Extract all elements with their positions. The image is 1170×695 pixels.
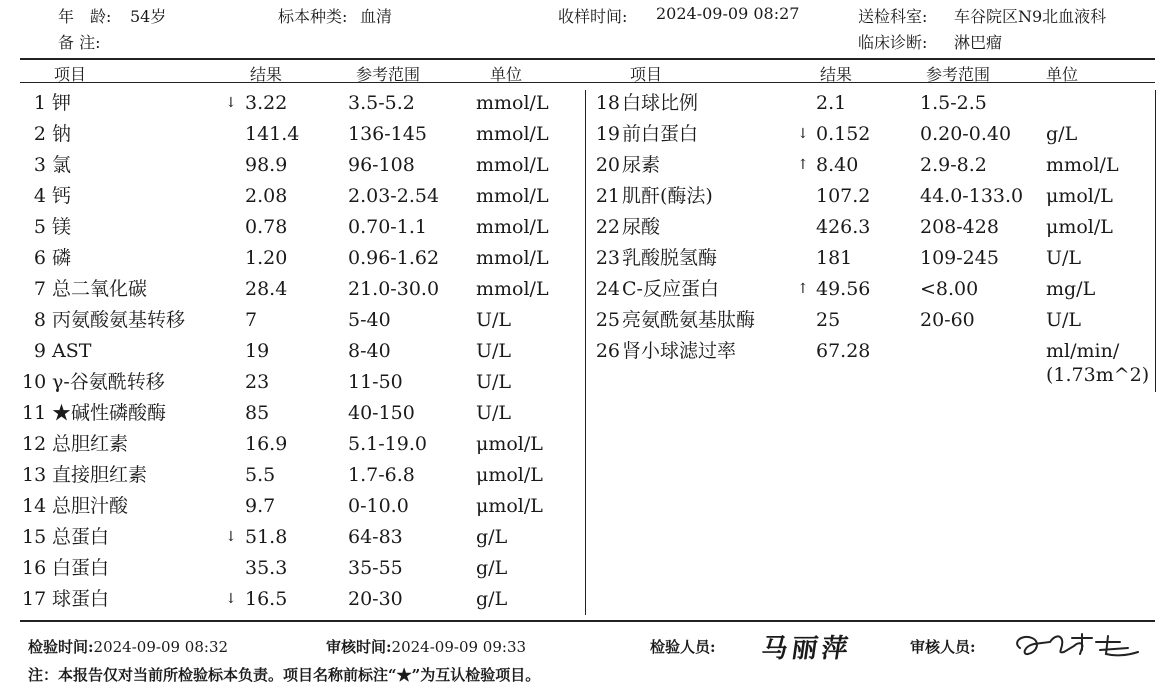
unit: mmol/L — [476, 123, 549, 145]
diagnosis-value: 淋巴瘤 — [954, 33, 1003, 52]
header-rule-top — [20, 58, 1155, 60]
review-time — [326, 636, 526, 657]
reviewer-signature-icon — [1010, 628, 1145, 662]
table-row — [0, 584, 1170, 615]
reference-range: 0.70-1.1 — [348, 216, 427, 238]
reference-range: 5.1-19.0 — [348, 433, 427, 455]
reference-range: 1.5-2.5 — [920, 92, 987, 114]
reference-range: 35-55 — [348, 557, 403, 579]
test-time — [28, 636, 228, 657]
footer-note: 注：本报告仅对当前所检验标本负责。项目名称前标注“★”为互认检验项目。 — [28, 666, 541, 684]
col-result-right: 结果 — [820, 65, 853, 84]
item-name: 肌酐(酶法) — [622, 185, 713, 207]
table-row — [0, 88, 1170, 119]
row-number: 24 — [595, 278, 620, 300]
result-value: 5.5 — [245, 464, 276, 486]
collect-time-label: 收样时间: — [558, 7, 628, 26]
row-number: 20 — [595, 154, 620, 176]
reference-range: 44.0-133.0 — [920, 185, 1024, 207]
reference-range: 109-245 — [920, 247, 999, 269]
table-row — [0, 274, 1170, 305]
row-number: 5 — [33, 216, 46, 238]
collect-time-value: 2024-09-09 08:27 — [656, 4, 800, 23]
dept-value: 车谷院区N9北血液科 — [954, 7, 1107, 26]
row-number: 17 — [22, 588, 47, 610]
reference-range: 2.9-8.2 — [920, 154, 987, 176]
unit: g/L — [476, 588, 508, 610]
result-value: 3.22 — [245, 92, 288, 114]
row-number: 23 — [595, 247, 620, 269]
table-row — [0, 491, 1170, 522]
result-value: 181 — [816, 247, 853, 269]
unit: U/L — [476, 340, 512, 362]
reference-range: 5-40 — [348, 309, 391, 331]
age-value: 54岁 — [130, 7, 167, 26]
unit: μmol/L — [476, 433, 543, 455]
result-value: 0.78 — [245, 216, 288, 238]
result-value: 2.08 — [245, 185, 288, 207]
reference-range: 136-145 — [348, 123, 427, 145]
result-value: 107.2 — [816, 185, 871, 207]
unit: mmol/L — [476, 92, 549, 114]
unit: g/L — [1046, 123, 1078, 145]
unit: mmol/L — [476, 154, 549, 176]
unit: U/L — [476, 402, 512, 424]
remark-label: 备 注: — [58, 33, 101, 52]
result-value: 141.4 — [245, 123, 300, 145]
row-number: 9 — [33, 340, 46, 362]
table-row — [0, 398, 1170, 429]
row-number: 4 — [33, 185, 46, 207]
row-number: 11 — [22, 402, 47, 424]
reference-range: 0.96-1.62 — [348, 247, 440, 269]
col-item-left: 项目 — [54, 65, 87, 84]
row-number: 18 — [595, 92, 620, 114]
unit: U/L — [1046, 247, 1082, 269]
result-value: 9.7 — [245, 495, 276, 517]
abnormal-flag: ↓ — [797, 126, 809, 142]
item-name: 钾 — [52, 92, 72, 114]
unit: mg/L — [1046, 278, 1096, 300]
result-value: 51.8 — [245, 526, 288, 548]
row-number: 13 — [22, 464, 47, 486]
abnormal-flag: ↓ — [225, 529, 237, 545]
item-name: C-反应蛋白 — [622, 278, 719, 300]
item-name: AST — [52, 340, 92, 362]
result-value: 25 — [816, 309, 841, 331]
row-number: 19 — [595, 123, 620, 145]
unit: ml/min/ — [1046, 340, 1120, 362]
unit: mmol/L — [476, 185, 549, 207]
test-time-value: 2024-09-09 08:32 — [93, 638, 229, 656]
reference-range: 208-428 — [920, 216, 999, 238]
table-row — [0, 305, 1170, 336]
result-value: 16.9 — [245, 433, 288, 455]
row-number: 15 — [22, 526, 47, 548]
result-value: 35.3 — [245, 557, 288, 579]
item-name: 白球比例 — [622, 92, 699, 114]
review-time-value: 2024-09-09 09:33 — [391, 638, 527, 656]
result-value: 16.5 — [245, 588, 288, 610]
col-unit-left: 单位 — [490, 65, 523, 84]
unit: U/L — [476, 309, 512, 331]
reference-range: 40-150 — [348, 402, 415, 424]
result-value: 19 — [245, 340, 270, 362]
unit: g/L — [476, 557, 508, 579]
item-name: 乳酸脱氢酶 — [622, 247, 718, 269]
unit: mmol/L — [476, 247, 549, 269]
unit: U/L — [1046, 309, 1082, 331]
result-value: 8.40 — [816, 154, 859, 176]
item-name: 总胆红素 — [52, 433, 129, 455]
reference-range: 21.0-30.0 — [348, 278, 440, 300]
footer-rule — [20, 620, 1155, 622]
result-value: 1.20 — [245, 247, 288, 269]
table-row — [0, 522, 1170, 553]
table-row — [0, 460, 1170, 491]
row-number: 7 — [33, 278, 46, 300]
item-name: 磷 — [52, 247, 72, 269]
item-name: 尿素 — [622, 154, 661, 176]
row-number: 1 — [33, 92, 46, 114]
unit: μmol/L — [1046, 185, 1113, 207]
item-name: 钠 — [52, 123, 72, 145]
reference-range: 8-40 — [348, 340, 391, 362]
reference-range: 64-83 — [348, 526, 403, 548]
item-name: 前白蛋白 — [622, 123, 699, 145]
col-unit-right: 单位 — [1046, 65, 1079, 84]
item-name: 总胆汁酸 — [52, 495, 129, 517]
row-number: 3 — [33, 154, 46, 176]
review-time-label: 审核时间: — [326, 638, 392, 656]
item-name: γ-谷氨酰转移 — [52, 371, 165, 393]
reference-range: 20-30 — [348, 588, 403, 610]
unit-continuation: (1.73m^2) — [1046, 364, 1150, 386]
row-number: 8 — [33, 309, 46, 331]
table-row — [0, 212, 1170, 243]
unit: mmol/L — [476, 216, 549, 238]
table-row — [0, 367, 1170, 398]
item-name: 尿酸 — [622, 216, 661, 238]
col-result-left: 结果 — [250, 65, 283, 84]
item-name: 镁 — [52, 216, 72, 238]
row-number: 10 — [22, 371, 47, 393]
abnormal-flag: ↓ — [225, 95, 237, 111]
result-value: 7 — [245, 309, 258, 331]
abnormal-flag: ↑ — [797, 281, 809, 297]
item-name: 亮氨酰氨基肽酶 — [622, 309, 756, 331]
tester-label: 检验人员: — [650, 638, 716, 656]
reference-range: 11-50 — [348, 371, 403, 393]
row-number: 12 — [22, 433, 47, 455]
result-value: 23 — [245, 371, 270, 393]
result-value: 2.1 — [816, 92, 847, 114]
reference-range: 1.7-6.8 — [348, 464, 415, 486]
table-row — [0, 150, 1170, 181]
reference-range: 0-10.0 — [348, 495, 409, 517]
unit: mmol/L — [476, 278, 549, 300]
reference-range: 2.03-2.54 — [348, 185, 440, 207]
test-time-label: 检验时间: — [28, 638, 94, 656]
table-row — [0, 243, 1170, 274]
result-value: 49.56 — [816, 278, 871, 300]
dept-label: 送检科室: — [858, 7, 928, 26]
item-name: 直接胆红素 — [52, 464, 148, 486]
item-name: 总蛋白 — [52, 526, 110, 548]
result-value: 0.152 — [816, 123, 871, 145]
reference-range: 0.20-0.40 — [920, 123, 1012, 145]
item-name: 钙 — [52, 185, 72, 207]
result-value: 85 — [245, 402, 270, 424]
col-item-right: 项目 — [630, 65, 663, 84]
tester-signature: 马丽萍 — [759, 634, 854, 664]
reference-range: 3.5-5.2 — [348, 92, 415, 114]
row-number: 14 — [22, 495, 47, 517]
result-value: 426.3 — [816, 216, 871, 238]
reference-range: 96-108 — [348, 154, 415, 176]
age-label: 年 龄: — [58, 7, 112, 26]
row-number: 25 — [595, 309, 620, 331]
item-name: 丙氨酸氨基转移 — [52, 309, 186, 331]
item-name: 总二氧化碳 — [52, 278, 148, 300]
row-number: 6 — [33, 247, 46, 269]
sample-type-label: 标本种类: — [278, 7, 348, 26]
reviewer-label: 审核人员: — [910, 638, 976, 656]
table-row — [0, 119, 1170, 150]
col-range-left: 参考范围 — [356, 65, 421, 84]
row-number: 22 — [595, 216, 620, 238]
row-number: 16 — [22, 557, 47, 579]
row-number: 2 — [33, 123, 46, 145]
abnormal-flag: ↑ — [797, 157, 809, 173]
item-name: 白蛋白 — [52, 557, 110, 579]
sample-type-value: 血清 — [360, 7, 393, 26]
result-value: 98.9 — [245, 154, 288, 176]
unit: μmol/L — [476, 495, 543, 517]
table-row — [0, 181, 1170, 212]
unit: μmol/L — [476, 464, 543, 486]
unit: μmol/L — [1046, 216, 1113, 238]
item-name: ★碱性磷酸酶 — [52, 402, 167, 424]
table-row — [0, 429, 1170, 460]
reference-range: <8.00 — [920, 278, 979, 300]
row-number: 26 — [595, 340, 620, 362]
item-name: 肾小球滤过率 — [622, 340, 737, 362]
reference-range: 20-60 — [920, 309, 975, 331]
table-row — [0, 553, 1170, 584]
row-number: 21 — [595, 185, 620, 207]
unit: U/L — [476, 371, 512, 393]
unit: mmol/L — [1046, 154, 1119, 176]
item-name: 球蛋白 — [52, 588, 110, 610]
item-name: 氯 — [52, 154, 72, 176]
result-value: 67.28 — [816, 340, 871, 362]
unit: g/L — [476, 526, 508, 548]
diagnosis-label: 临床诊断: — [858, 33, 928, 52]
result-value: 28.4 — [245, 278, 288, 300]
col-range-right: 参考范围 — [926, 65, 991, 84]
abnormal-flag: ↓ — [225, 591, 237, 607]
